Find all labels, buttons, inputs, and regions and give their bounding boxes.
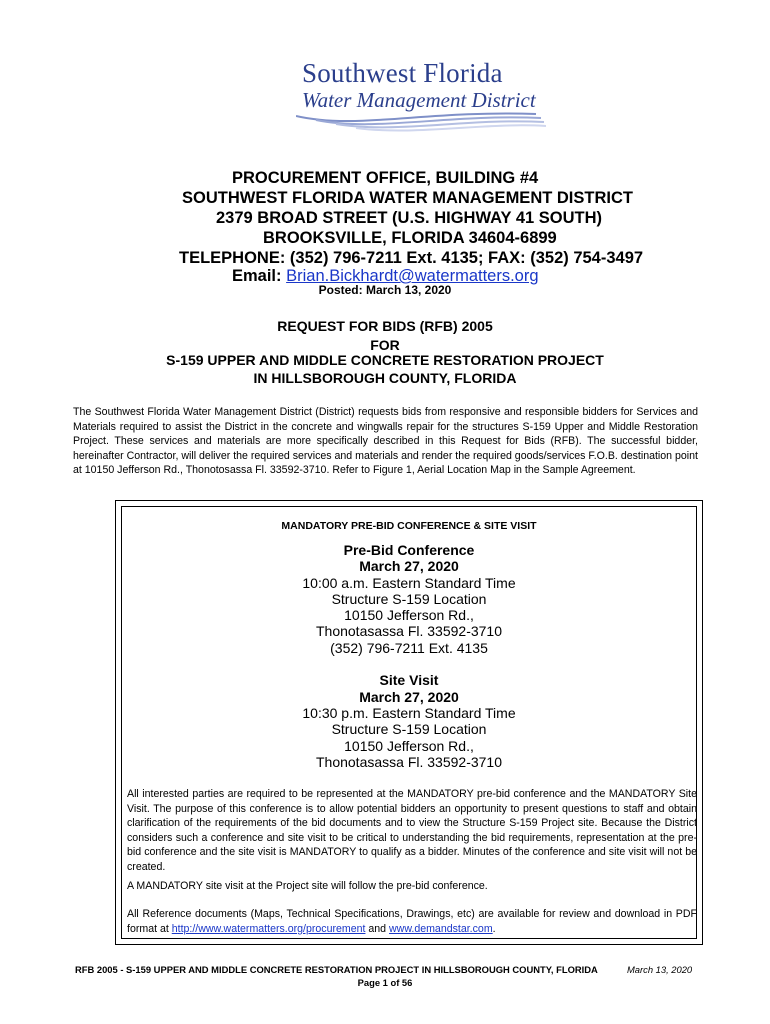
header-line4: BROOKSVILLE, FLORIDA 34604-6899	[263, 229, 557, 247]
rfb-line1: REQUEST FOR BIDS (RFB) 2005	[277, 318, 493, 334]
notice-title: MANDATORY PRE-BID CONFERENCE & SITE VISIT	[281, 520, 537, 532]
email-link[interactable]: Brian.Bickhardt@watermatters.org	[286, 267, 539, 285]
header-line2: SOUTHWEST FLORIDA WATER MANAGEMENT DISTRICT	[182, 189, 633, 207]
header-line5: TELEPHONE: (352) 796-7211 Ext. 4135; FAX: (352) 754-3497	[179, 249, 644, 267]
notice-box-inner	[121, 506, 697, 939]
conference-heading: Pre-Bid Conference	[343, 542, 475, 558]
site-visit-date: March 27, 2020	[359, 689, 459, 705]
demandstar-link[interactable]: www.demandstar.com	[389, 922, 493, 935]
conference-city: Thonotasassa Fl. 33592-3710	[315, 623, 502, 639]
procurement-link[interactable]: http://www.watermatters.org/procurement	[171, 922, 366, 935]
header-line1: PROCUREMENT OFFICE, BUILDING #4	[232, 169, 539, 187]
site-visit-heading: Site Visit	[379, 672, 439, 688]
mandatory-notice-box	[115, 500, 703, 945]
rfb-line4: IN HILLSBOROUGH COUNTY, FLORIDA	[253, 370, 517, 386]
logo-line2: Water Management District	[302, 88, 536, 112]
site-visit-city: Thonotasassa Fl. 33592-3710	[315, 754, 502, 770]
notice-paragraph-2: A MANDATORY site visit at the Project site will follow the pre-bid conference.	[127, 880, 488, 892]
footer-date: March 13, 2020	[627, 964, 693, 975]
email-label: Email:	[232, 267, 287, 285]
intro-paragraph: The Southwest Florida Water Management District (District) requests bids from responsive and responsible bidders for Services and Materials required to assist the District in the concrete and wingwalls repair for the structures S-159 Upper and Middle Restoration Project. These services and materials are more specifically described in this Request for Bids (RFB). The successful bidder, hereinafter Contractor, will deliver the required services and materials and render the required goods/services F.O.B. destination point at 10150 Jefferson Rd., Thonotosassa Fl. 33592-3710. Refer to Figure 1, Aerial Location Map in the Sample Agreement.	[73, 406, 698, 477]
district-logo	[296, 58, 546, 132]
posted-date: Posted: March 13, 2020	[318, 283, 452, 297]
notice-paragraph-3: All Reference documents (Maps, Technical Specifications, Drawings, etc) are available for review and download in PDF format at http://www.watermatters.org/procurement and www.demandstar.com.	[127, 908, 697, 935]
conference-street: 10150 Jefferson Rd.,	[344, 607, 474, 623]
footer-title: RFB 2005 - S-159 UPPER AND MIDDLE CONCRETE RESTORATION PROJECT IN HILLSBOROUGH COUNTY, FLORIDA	[75, 964, 598, 975]
header-line3: 2379 BROAD STREET (U.S. HIGHWAY 41 SOUTH)	[216, 209, 603, 227]
site-visit-time: 10:30 p.m. Eastern Standard Time	[302, 705, 516, 721]
conference-date: March 27, 2020	[359, 558, 459, 574]
water-wave-logo-icon	[296, 108, 546, 134]
site-visit-location: Structure S-159 Location	[331, 721, 487, 737]
conference-phone: (352) 796-7211 Ext. 4135	[330, 640, 488, 656]
rfb-line3: S-159 UPPER AND MIDDLE CONCRETE RESTORATION PROJECT	[166, 352, 604, 368]
notice-paragraph-1: All interested parties are required to be represented at the MANDATORY pre-bid conference and the MANDATORY Site Visit. The purpose of this conference is to allow potential bidders an opportunity to present questions to staff and obtain clarification of the requirements of the bid documents and to view the Structure S-159 Project site. Because the District considers such a conference and site visit to be critical to understanding the bid requirements, representation at the pre-bid conference and the site visit is MANDATORY to qualify as a bidder. Minutes of the conference and site visit will not be created.	[127, 788, 697, 873]
conference-location: Structure S-159 Location	[331, 591, 487, 607]
site-visit-street: 10150 Jefferson Rd.,	[344, 738, 474, 754]
rfb-line2: FOR	[370, 337, 400, 353]
logo-line1: Southwest Florida	[302, 58, 503, 88]
page-number: Page 1 of 56	[357, 977, 413, 988]
conference-time: 10:00 a.m. Eastern Standard Time	[302, 575, 516, 591]
